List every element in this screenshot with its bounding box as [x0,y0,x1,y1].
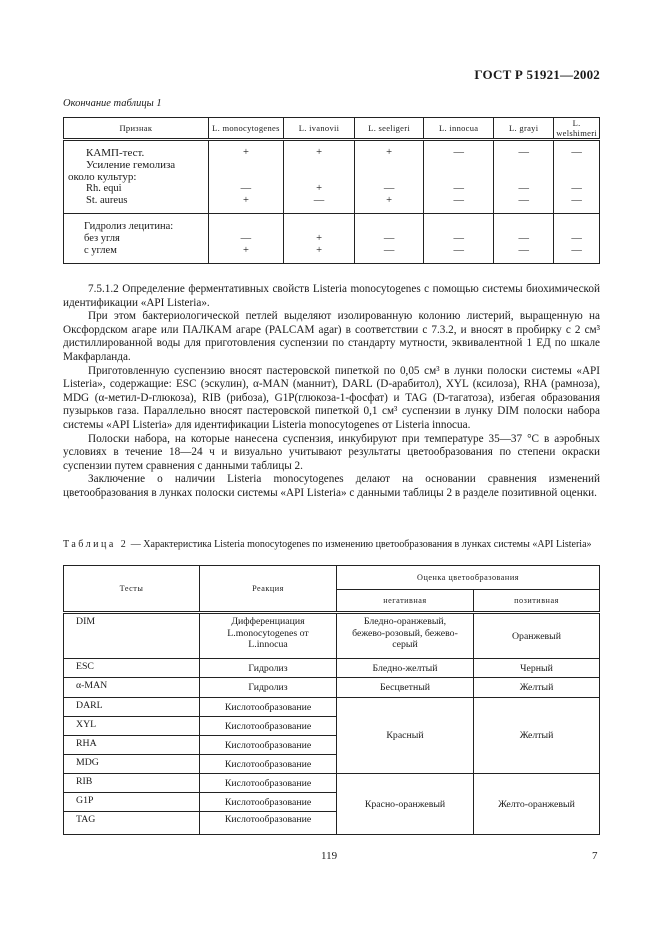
col-header-reaction: Реакция [200,566,337,613]
body-text [63,283,600,501]
table-row-group-camp [64,140,600,214]
table1-caption: Окончание таблицы 1 [63,98,162,109]
row-label: Усиление гемолиза [86,159,176,171]
cell-value: + [242,195,249,206]
reaction-cell: Кислотообразование [200,812,337,835]
paragraph-conclusion: Заключение о наличии Listeria monocytogenes делают на основании сравнения изменений цветообразования в лунках полоски системы «API Listeria» с данными таблицы 2 в разделе позитивной оценки. [63,473,600,499]
table-row-darl [64,698,600,717]
test-code: G1P [64,793,200,812]
col-header-positive: позитивная [474,590,600,613]
table1-characteristics [63,117,600,264]
cell-value: + [386,195,393,206]
table2-color-reactions [63,565,600,835]
row-label: с углем [84,245,117,256]
cell-value: + [316,233,322,244]
cell-value: — [453,245,464,256]
test-code: RHA [64,736,200,755]
reaction-cell: Кислотообразование [200,793,337,812]
col-header-evaluation: Оценка цветообразования [337,566,600,590]
table-row-esc [64,659,600,678]
test-code: MDG [64,755,200,774]
negative-merged-cell-a: Красный [337,698,474,774]
test-code: ESC [64,659,200,678]
test-code: DARL [64,698,200,717]
cell-value: — [453,195,464,206]
cell-value: — [240,233,252,244]
table1-header-row [64,118,600,140]
test-code: DIM [64,613,200,659]
cell-value: — [453,147,464,158]
col-header-welshimeri: L. welshimeri [554,118,600,140]
test-code: XYL [64,717,200,736]
col-header-ivanovii: L. ivanovii [284,118,355,140]
row-label: без угля [84,233,120,244]
col-header-feature: Признак [64,118,209,140]
negative-cell: Бледно-оранжевый, бежево-розовый, бежево-серый [337,613,474,659]
col-header-tests: Тесты [64,566,200,613]
positive-cell: Желтый [474,678,600,698]
cell-value: — [518,245,529,256]
cell-value: — [518,195,529,206]
positive-cell: Оранжевый [474,613,600,659]
reaction-cell: Дифференциация L.monocytogenes от L.innocua [200,613,337,659]
table2-caption-label: Таблица 2 [63,539,129,550]
row-label: около культур: [68,171,137,183]
reaction-cell: Кислотообразование [200,774,337,793]
page-number-center: 119 [321,850,338,862]
cell-value: — [240,183,252,194]
paragraph-colony-prep: При этом бактериологической петлей выделяют изолированную колонию листерий, выращенную на Оксфордском агаре или ПАЛКАМ агаре (PALCAM agar) в соответствии с 7.3.2, и вносят в пробирку с 2 см³ дистиллированной воды для приготовления суспензии по стандарту мутности, эквивалентной 1 ЕД по шкале Макфарланда. [63,310,600,363]
paragraph-incubation: Полоски набора, на которые нанесена суспензия, инкубируют при температуре 35—37 °С в аэробных условиях в течение 18—24 ч и визуально учитывают результаты цветообразования по степени окраски суспензии путем сравнения с данными таблицы 2. [63,432,600,472]
paragraph-7-5-1-2: 7.5.1.2 Определение ферментативных свойств Listeria monocytogenes с помощью системы биохимической идентификации «API Listeria». [63,283,600,309]
cell-value: — [571,183,582,194]
col-header-seeligeri: L. seeligeri [355,118,424,140]
table-row-rib [64,774,600,793]
col-header-monocytogenes: L. monocytogenes [208,118,283,140]
col-header-innocua: L. innocua [424,118,494,140]
negative-cell: Бесцветный [337,678,474,698]
cell-value: — [453,233,464,244]
cell-value: — [571,233,582,244]
table-row-alpha-man [64,678,600,698]
positive-cell: Черный [474,659,600,678]
positive-merged-cell-b: Желто-оранжевый [474,774,600,835]
cell-value: — [571,147,582,158]
cell-value: — [383,245,395,256]
cell-value: + [242,147,249,158]
cell-value: — [518,147,529,158]
row-label: St. aureus [86,195,128,206]
reaction-cell: Кислотообразование [200,698,337,717]
cell-value: — [518,183,529,194]
test-code: α-MAN [64,678,200,698]
cell-value: — [383,183,395,194]
paragraph-inoculation: Приготовленную суспензию вносят пастеровской пипеткой по 0,05 см³ в лунки полоски системы «API Listeria», содержащие: ESC (эскулин), α-MAN (маннит), DARL (D-арабитол), XYL (ксилоза), RHA (рамноза), MDG (α-метил-D-глюкоза), RIB (рибоза), G1P(глюкоза-1-фосфат) и TAG (D-тагатоза), избегая образования пузырьков газа. Параллельно вносят пастеровской пипеткой 0,1 см³ суспензии в лунку DIM полоски набора системы «API Listeria» для идентификации Listeria monocytogenes от Listeria innocua. [63,364,600,431]
reaction-cell: Кислотообразование [200,755,337,774]
table-row-group-lecithin [64,214,600,264]
standard-code: ГОСТ Р 51921—2002 [474,67,600,82]
negative-merged-cell-b: Красно-оранжевый [337,774,474,835]
cell-value: — [571,245,582,256]
cell-value: — [383,233,395,244]
cell-value: + [386,147,393,158]
reaction-cell: Гидролиз [200,659,337,678]
cell-value: + [316,245,322,256]
table2-header-row-1 [64,566,600,590]
cell-value: — [453,183,464,194]
col-header-grayi: L. grayi [494,118,554,140]
cell-value: — [313,195,325,206]
row-label: Гидролиз лецитина: [84,221,174,232]
test-code: TAG [64,812,200,835]
page-number-right: 7 [592,850,598,862]
reaction-cell: Кислотообразование [200,736,337,755]
table2-caption [63,539,600,552]
test-code: RIB [64,774,200,793]
cell-value: — [518,233,529,244]
cell-value: + [242,245,249,256]
row-label: Rh. equi [86,183,122,194]
table-row-dim [64,613,600,659]
reaction-cell: Кислотообразование [200,717,337,736]
table2-caption-text: — Характеристика Listeria monocytogenes по изменению цветообразования в лунках системы «API Listeria» [128,539,592,550]
row-label: КАМП-тест. [86,147,145,159]
reaction-cell: Гидролиз [200,678,337,698]
cell-value: — [571,195,582,206]
col-header-negative: негативная [337,590,474,613]
cell-value: + [316,183,322,194]
positive-merged-cell-a: Желтый [474,698,600,774]
negative-cell: Бледно-желтый [337,659,474,678]
cell-value: + [316,147,322,158]
